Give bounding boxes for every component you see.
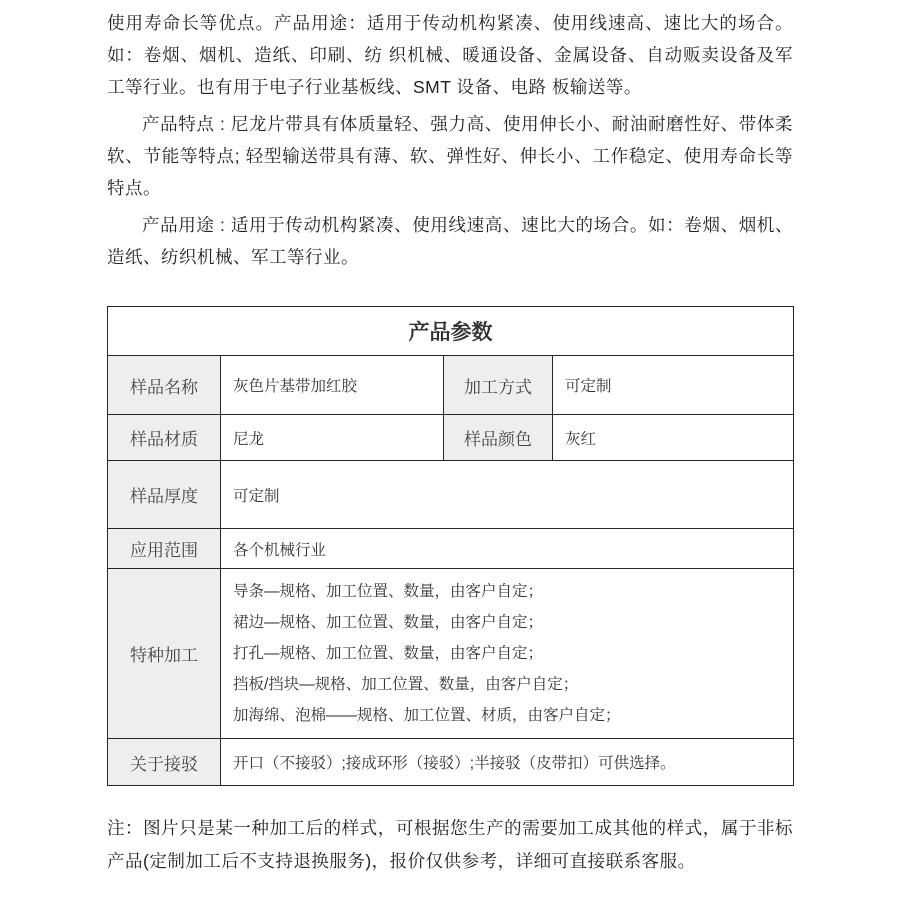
special-processing-line: 裙边—规格、加工位置、数量，由客户自定； bbox=[233, 614, 544, 631]
disclaimer-note: 注：图片只是某一种加工后的样式，可根据您生产的需要加工成其他的样式，属于非标产品(定制加工后不支持退换服务)，报价仅供参考，详细可直接联系客服。 bbox=[107, 818, 793, 871]
param-value-process-method: 可定制 bbox=[553, 356, 794, 415]
product-detail-page bbox=[107, 0, 793, 878]
param-label-sample-color: 样品颜色 bbox=[444, 415, 553, 461]
special-processing-line: 导条—规格、加工位置、数量，由客户自定； bbox=[233, 583, 544, 600]
description-paragraph-applications: 产品用途 : 适用于传动机构紧凑、使用线速高、速比大的场合。如：卷烟、烟机、造纸、纺织机械、军工等行业。 bbox=[107, 215, 793, 267]
param-label-process-method: 加工方式 bbox=[444, 356, 553, 415]
product-description bbox=[107, 7, 793, 273]
param-value-sample-name: 灰色片基带加红胶 bbox=[221, 356, 444, 415]
table-row bbox=[108, 461, 794, 529]
special-processing-line: 挡板/挡块—规格、加工位置、数量，由客户自定； bbox=[233, 676, 579, 693]
param-label-sample-material: 样品材质 bbox=[108, 415, 221, 461]
param-value-sample-thickness: 可定制 bbox=[221, 461, 794, 529]
param-value-sample-color: 灰红 bbox=[553, 415, 794, 461]
description-paragraph-usage: 使用寿命长等优点。产品用途：适用于传动机构紧凑、使用线速高、速比大的场合。如：卷烟、烟机、造纸、印刷、纺 织机械、暖通设备、金属设备、自动贩卖设备及军工等行业。也有用于电子行业基板线、SMT 设备、电路 板输送等。 bbox=[107, 13, 793, 97]
param-label-application-scope: 应用范围 bbox=[108, 529, 221, 569]
table-row bbox=[108, 415, 794, 461]
table-row bbox=[108, 569, 794, 739]
param-label-sample-name: 样品名称 bbox=[108, 356, 221, 415]
param-value-special-processing bbox=[221, 569, 794, 739]
param-label-special-processing: 特种加工 bbox=[108, 569, 221, 739]
table-row bbox=[108, 356, 794, 415]
param-value-joint: 开口（不接驳）;接成环形（接驳）;半接驳（皮带扣）可供选择。 bbox=[221, 739, 794, 786]
table-title-row bbox=[108, 307, 794, 356]
product-parameters-table bbox=[107, 306, 794, 786]
special-processing-line: 打孔—规格、加工位置、数量，由客户自定； bbox=[233, 645, 544, 662]
description-paragraph-features: 产品特点 : 尼龙片带具有体质量轻、强力高、使用伸长小、耐油耐磨性好、带体柔软、节能等特点; 轻型输送带具有薄、软、弹性好、伸长小、工作稳定、使用寿命长等特点。 bbox=[107, 114, 793, 198]
param-value-sample-material: 尼龙 bbox=[221, 415, 444, 461]
param-value-application-scope: 各个机械行业 bbox=[221, 529, 794, 569]
param-label-joint: 关于接驳 bbox=[108, 739, 221, 786]
table-row bbox=[108, 529, 794, 569]
table-row bbox=[108, 739, 794, 786]
param-label-sample-thickness: 样品厚度 bbox=[108, 461, 221, 529]
special-processing-line: 加海绵、泡棉——规格、加工位置、材质，由客户自定； bbox=[233, 707, 621, 724]
table-title: 产品参数 bbox=[108, 307, 794, 356]
